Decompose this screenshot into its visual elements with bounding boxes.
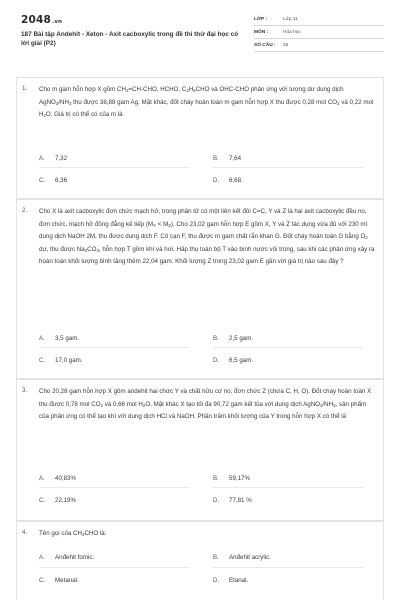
option-a[interactable]: A. 3,5 gam.: [39, 335, 80, 342]
question-number: 1.: [22, 85, 28, 92]
option-b[interactable]: B. 2,5 gam.: [213, 335, 254, 342]
question-text: Tên gọi của $CH_3CHO$ là:: [39, 530, 107, 537]
site-logo[interactable]: [21, 14, 62, 26]
option-c[interactable]: C. 17,0 gam.: [39, 357, 83, 364]
meta-row-class: [254, 13, 384, 26]
meta-value: Hóa học: [283, 30, 301, 35]
option-b[interactable]: B. Anđehit acrylic.: [213, 554, 271, 561]
option-d[interactable]: D. 6,5 gam.: [213, 357, 254, 364]
logo-sub: .vn: [52, 19, 63, 25]
option-d[interactable]: D. 77,81 %: [213, 497, 252, 504]
divider: [39, 347, 189, 348]
question-3: [16, 379, 384, 521]
question-4: [16, 521, 384, 600]
divider: [39, 567, 189, 568]
option-c[interactable]: C. 6,36: [39, 177, 68, 184]
option-b[interactable]: B. 59,17%: [213, 475, 250, 482]
question-text: Cho m gam hỗn hợp X gồm $CH_2=CH$-CHO, HCHO, $C_2H_5CHO$ và OHC-CHO phản ứng với lượng dư dung dịch $AgNO_3/NH_3$ thu được 38,88 gam Ag. Mặt khác, đốt cháy hoàn toàn m gam hỗn hợp X thu được 0,28 mol $CO_2$ và 0,22 mol $H_2O$. Giá trị có thể có của m là: [39, 86, 374, 119]
divider: [213, 567, 363, 568]
option-b[interactable]: B. 7,64: [213, 155, 242, 162]
meta-row-count: [254, 39, 384, 52]
meta-value: Lớp 11: [283, 17, 298, 22]
question-1: [16, 77, 384, 199]
option-a[interactable]: A. 40,83%: [39, 475, 76, 482]
option-c[interactable]: C. 22,19%: [39, 497, 76, 504]
question-2: [16, 199, 384, 379]
option-c[interactable]: C. Metanal.: [39, 577, 79, 584]
divider: [39, 167, 189, 168]
logo-main: 2048: [21, 14, 52, 26]
meta-table: [254, 13, 384, 52]
option-d[interactable]: D. 6,68.: [213, 177, 243, 184]
document-header: [0, 0, 400, 58]
question-text: Cho 20,28 gam hỗn hợp X gồm andehit hai chức Y và chất hữu cơ no, đơn chức Z (chứa C, H, O). Đốt cháy hoàn toàn X thu được 0,78 mol $CO_2$ và 0,66 mol $H_2O$. Mặt khác X tạo tối đa 90,72 gam kết tủa với dung dịch $AgNO_3/NH_3$, sản phẩm của phản ứng có thể tạo khí với dung dịch HCl và NaOH. Phần trăm khối lượng của Y trong hỗn hợp X có thể là: [39, 388, 372, 421]
question-number: 2.: [22, 207, 28, 214]
meta-value: 26: [283, 43, 289, 48]
divider: [213, 167, 363, 168]
question-text: Cho X là axit cacboxylic đơn chức mạch hở, trong phân tử có một liên kết đôi C=C, Y và Z là hai axit cacboxylic đều no, đơn chức, mạch hở đồng đẳng kế tiếp $(M_Y < M_Z)$. Cho 23,02 gam hỗn hợp E gồm X, Y và Z tác dụng vừa đủ với 230 ml dung dịch NaOH 2M, thu được dung dịch F. Cô cạn F, thu được m gam chất rắn khan G. Đốt cháy hoàn toàn G bằng $O_2$ dư, thu được $Na_2CO_3$, hỗn hợp T gồm khí và hơi. Hấp thụ toàn bộ T vào bình nước vôi trong, sau khi các phản ứng xảy ra hoàn toàn khối lượng bình tăng thêm 22,04 gam. Khối lượng Z trong 23,02 gam E gần với giá trị nào sau đây ?: [39, 208, 375, 266]
meta-key: LỚP :: [254, 17, 268, 22]
meta-row-subject: [254, 26, 384, 39]
meta-key: MÔN :: [254, 30, 269, 35]
divider: [39, 487, 189, 488]
question-number: 3.: [22, 387, 28, 394]
question-number: 4.: [22, 529, 28, 536]
option-a[interactable]: A. 7,32: [39, 155, 68, 162]
meta-key: SỐ CÂU :: [254, 43, 276, 48]
option-a[interactable]: A. Anđehit fomic.: [39, 554, 95, 561]
option-d[interactable]: D. Etanal.: [213, 577, 249, 584]
document-title: 187 Bài tập Andehit - Xeton - Axit cacboxylic trong đề thi thử đại học có lời giải (P2): [21, 31, 239, 48]
divider: [213, 347, 363, 348]
divider: [213, 487, 363, 488]
